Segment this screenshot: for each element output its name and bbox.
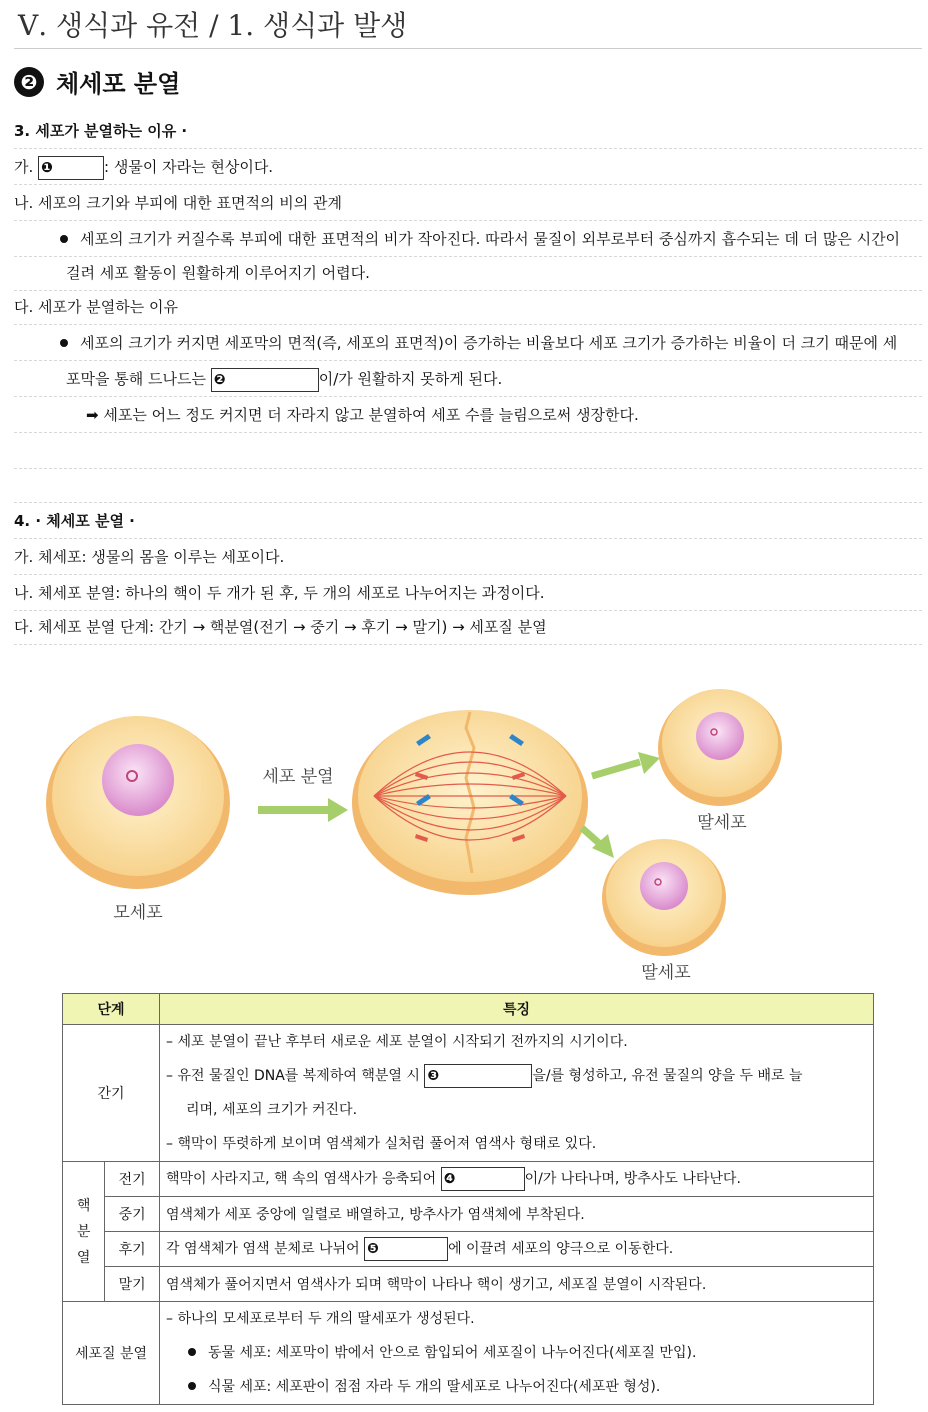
anaphase-pre: 각 염색체가 염색 분체로 나뉘어 bbox=[166, 1241, 360, 1257]
section-title bbox=[14, 64, 180, 99]
daughter-cell-2 bbox=[602, 839, 726, 956]
part3-b-bullet-cont: 걸려 세포 활동이 원활하게 이루어지기 어렵다. bbox=[14, 256, 922, 291]
part3-a-text: : 생물이 자라는 현상이다. bbox=[104, 158, 274, 176]
prophase-pre: 핵막이 사라지고, 핵 속의 염색사가 응축되어 bbox=[166, 1171, 437, 1187]
bullet-dot bbox=[188, 1348, 196, 1356]
mitosis-label-char: 핵 bbox=[76, 1197, 91, 1214]
answer-blank-1[interactable]: ❶ bbox=[38, 156, 104, 180]
mitosis-label-char: 열 bbox=[76, 1249, 91, 1266]
part3-title: 3. 세포가 분열하는 이유 · bbox=[14, 114, 922, 149]
interphase-features bbox=[160, 1025, 874, 1162]
part4-title: 4. · 체세포 분열 · bbox=[14, 504, 922, 539]
table-header-row bbox=[63, 994, 874, 1025]
cytokinesis-bullet-2-text: 식물 세포: 세포판이 점점 자라 두 개의 딸세포로 나누어진다(세포판 형성). bbox=[208, 1379, 661, 1395]
cytokinesis-bullet-2 bbox=[166, 1370, 867, 1404]
header-divider bbox=[14, 48, 922, 49]
interphase-line-2-pre: – 유전 물질인 DNA를 복제하여 핵분열 시 bbox=[166, 1068, 420, 1084]
table-row-telophase bbox=[63, 1267, 874, 1302]
stage-anaphase: 후기 bbox=[105, 1232, 160, 1267]
arrow-up-right-icon bbox=[592, 752, 660, 776]
header-feature: 특징 bbox=[160, 994, 874, 1025]
cytokinesis-bullet-1-text: 동물 세포: 세포막이 밖에서 안으로 함입되어 세포질이 나누어진다(세포질 만입). bbox=[208, 1345, 697, 1361]
answer-blank-3[interactable]: ❸ bbox=[424, 1064, 532, 1088]
anaphase-post: 에 이끌려 세포의 양극으로 이동한다. bbox=[448, 1241, 674, 1257]
chapter-header bbox=[18, 4, 407, 44]
answer-blank-2[interactable]: ❷ bbox=[211, 368, 319, 392]
part3-item-b: 나. 세포의 크기와 부피에 대한 표면적의 비의 관계 bbox=[14, 186, 922, 221]
arrow-down-right-icon bbox=[582, 828, 614, 858]
section-number-badge: ❷ bbox=[14, 67, 44, 97]
interphase-line-4: – 핵막이 뚜렷하게 보이며 염색체가 실처럼 풀어져 염색사 형태로 있다. bbox=[166, 1136, 597, 1152]
prophase-feature bbox=[160, 1162, 874, 1197]
interphase-line-1: – 세포 분열이 끝난 후부터 새로운 세포 분열이 시작되기 전까지의 시기이다. bbox=[166, 1034, 628, 1050]
table-row-anaphase bbox=[63, 1232, 874, 1267]
answer-blank-4[interactable]: ❹ bbox=[441, 1167, 525, 1191]
part4-item-c: 다. 체세포 분열 단계: 간기 → 핵분열(전기 → 중기 → 후기 → 말기) → 세포질 분열 bbox=[14, 610, 922, 645]
mitosis-stage-table bbox=[62, 993, 874, 1405]
part3-c-bullet-cont bbox=[14, 362, 922, 397]
telophase-feature: 염색체가 풀어지면서 염색사가 되며 핵막이 나타나 핵이 생기고, 세포질 분열이 시작된다. bbox=[160, 1267, 874, 1302]
dividing-cell bbox=[352, 710, 588, 895]
part3-a-prefix: 가. bbox=[14, 158, 34, 176]
mother-cell bbox=[46, 716, 230, 889]
part3-item-c: 다. 세포가 분열하는 이유 bbox=[14, 290, 922, 325]
metaphase-feature: 염색체가 세포 중앙에 일렬로 배열하고, 방추사가 염색체에 부착된다. bbox=[160, 1197, 874, 1232]
table-row-metaphase bbox=[63, 1197, 874, 1232]
part3-item-a bbox=[14, 150, 922, 185]
bullet-dot bbox=[188, 1382, 196, 1390]
table-row-prophase bbox=[63, 1162, 874, 1197]
cell-division-diagram bbox=[20, 668, 800, 988]
section-title-text: 체세포 분열 bbox=[56, 70, 181, 98]
table-row-interphase bbox=[63, 1025, 874, 1162]
header-stage: 단계 bbox=[63, 994, 160, 1025]
interphase-line-3: 리며, 세포의 크기가 커진다. bbox=[186, 1102, 358, 1118]
part4-item-a: 가. 체세포: 생물의 몸을 이루는 세포이다. bbox=[14, 540, 922, 575]
part3-conclusion: ➡ 세포는 어느 정도 커지면 더 자라지 않고 분열하여 세포 수를 늘림으로써 생장한다. bbox=[14, 398, 922, 433]
part3-c-cont-post: 이/가 원활하지 못하게 된다. bbox=[318, 370, 503, 388]
stage-mitosis bbox=[63, 1162, 105, 1302]
part3-c-bullet bbox=[14, 326, 922, 361]
cytokinesis-line-1: – 하나의 모세포로부터 두 개의 딸세포가 생성된다. bbox=[166, 1311, 475, 1327]
cytokinesis-bullet-1 bbox=[166, 1336, 867, 1370]
mitosis-label-char: 분 bbox=[76, 1223, 91, 1240]
daughter-cell-label-1: 딸세포 bbox=[697, 813, 747, 833]
bullet-dot bbox=[60, 235, 68, 243]
interphase-line-2 bbox=[166, 1059, 867, 1093]
daughter-cell-label-2: 딸세포 bbox=[641, 963, 691, 983]
part3-b-bullet-text-1: 세포의 크기가 커질수록 부피에 대한 표면적의 비가 작아진다. 따라서 물질이 외부로부터 중심까지 흡수되는 데 더 많은 시간이 bbox=[80, 230, 901, 248]
answer-blank-5[interactable]: ❺ bbox=[364, 1237, 448, 1261]
division-arrow-label: 세포 분열 bbox=[262, 767, 334, 787]
cytokinesis-features bbox=[160, 1302, 874, 1405]
anaphase-feature bbox=[160, 1232, 874, 1267]
chapter-roman: Ⅴ bbox=[18, 9, 39, 42]
arrow-right-icon bbox=[258, 798, 348, 822]
bullet-dot bbox=[60, 339, 68, 347]
table-row-cytokinesis bbox=[63, 1302, 874, 1405]
blank-ruled-line bbox=[14, 434, 922, 469]
stage-prophase: 전기 bbox=[105, 1162, 160, 1197]
stage-interphase: 간기 bbox=[63, 1025, 160, 1162]
part3-c-bullet-text-1: 세포의 크기가 커지면 세포막의 면적(즉, 세포의 표면적)이 증가하는 비율보다 세포 크기가 증가하는 비율이 더 크기 때문에 세 bbox=[80, 334, 898, 352]
stage-metaphase: 중기 bbox=[105, 1197, 160, 1232]
prophase-post: 이/가 나타나며, 방추사도 나타난다. bbox=[524, 1171, 741, 1187]
stage-telophase: 말기 bbox=[105, 1267, 160, 1302]
chapter-title: . 생식과 유전 / 1. 생식과 발생 bbox=[38, 9, 408, 42]
interphase-line-2-post: 을/를 형성하고, 유전 물질의 양을 두 배로 늘 bbox=[532, 1068, 803, 1084]
mother-cell-label: 모세포 bbox=[113, 903, 163, 923]
stage-cytokinesis: 세포질 분열 bbox=[63, 1302, 160, 1405]
part4-item-b: 나. 체세포 분열: 하나의 핵이 두 개가 된 후, 두 개의 세포로 나누어지는 과정이다. bbox=[14, 576, 922, 611]
part3-c-cont-pre: 포막을 통해 드나드는 bbox=[66, 370, 206, 388]
daughter-cell-1 bbox=[658, 689, 782, 806]
mother-nucleus bbox=[102, 744, 174, 816]
blank-ruled-line bbox=[14, 468, 922, 503]
part3-b-bullet bbox=[14, 222, 922, 257]
